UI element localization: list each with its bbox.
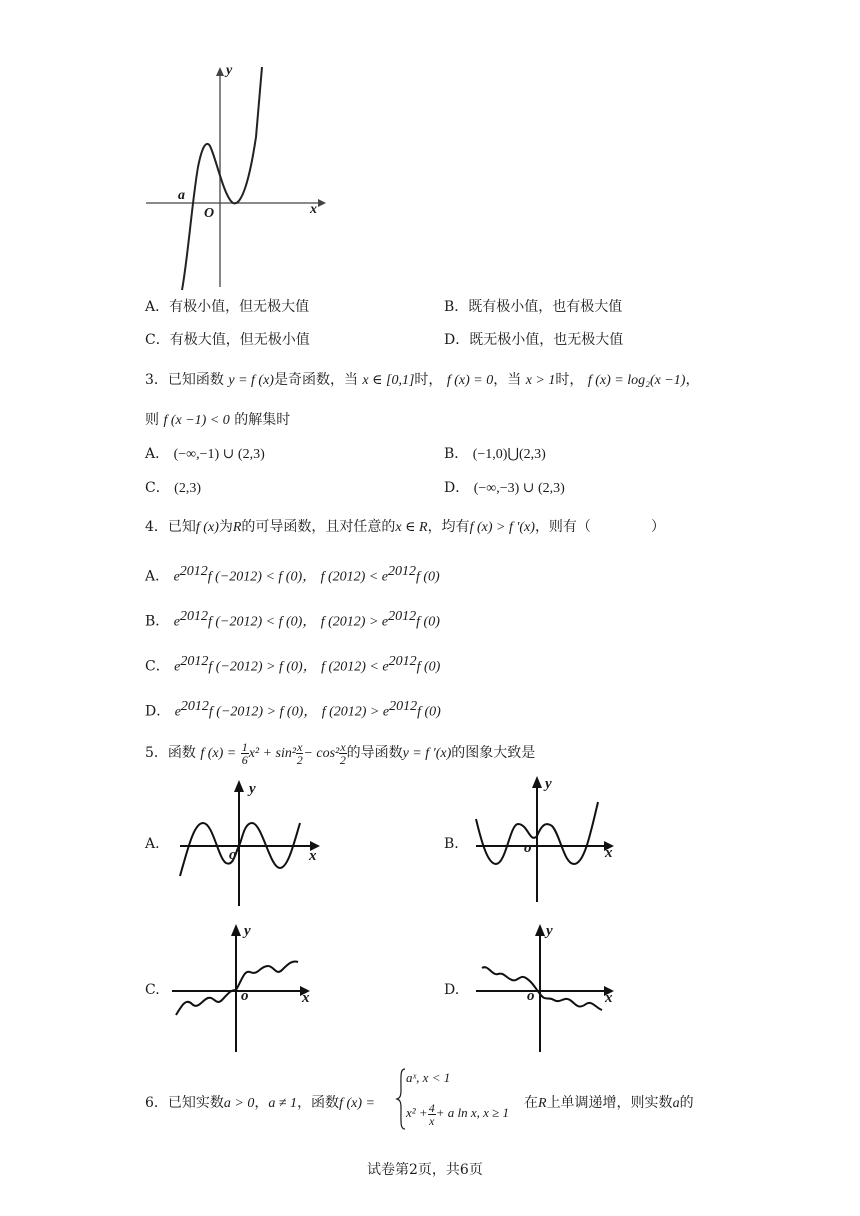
q6-stem-text: 已知实数	[167, 1095, 224, 1111]
q2-option-d[interactable]	[444, 330, 623, 350]
q6-math-a2: a ≠ 1	[268, 1096, 298, 1111]
q6-stem-text: 上单调递增，则实数	[546, 1095, 673, 1111]
q5-d-y-label: y	[546, 923, 553, 939]
option-part1: f (−2012) > f (0)，	[208, 659, 317, 675]
q4-stem-text: 已知	[167, 519, 196, 535]
option-math: (−∞,−3) ∪ (2,3)	[473, 481, 565, 496]
q4-option-d[interactable]	[145, 697, 441, 723]
exp-base: e	[174, 659, 181, 675]
exp-base: e	[174, 704, 181, 720]
q5-math-mid: x² + sin²	[248, 746, 297, 761]
frac-num: x	[297, 739, 303, 754]
frac-num: x	[340, 739, 346, 754]
q5-a-x-label: x	[309, 848, 317, 864]
q5-d-x-label: x	[605, 990, 613, 1006]
exp-power: 2012	[179, 609, 208, 624]
q5-math-mid2: − cos²	[303, 746, 340, 761]
q4-math-f: f (x)	[195, 520, 219, 535]
q5-a-y-label: y	[249, 781, 256, 797]
option-label: D．	[145, 703, 171, 720]
option-text: 有极小值，但无极大值	[169, 299, 310, 315]
q4-option-a[interactable]	[145, 562, 440, 588]
page-footer: 试卷第2页，共6页	[367, 1162, 483, 1178]
q2-x-label: x	[310, 202, 317, 217]
q3-math-cond2: x > 1	[525, 373, 556, 388]
q4-stem-text: 的可导函数，且对任意的	[241, 519, 396, 535]
exp-power: 2012	[388, 609, 417, 624]
q4-stem-text: ）	[650, 519, 665, 535]
q6-math-R: R	[538, 1096, 547, 1111]
q6-stem	[145, 1093, 375, 1114]
option-label: B．	[444, 299, 469, 315]
q3-stem-text: 时，	[414, 372, 443, 388]
q5-stem-text: 的导函数	[346, 745, 403, 761]
option-part2: f (2012) >	[320, 614, 382, 630]
q6-case2-frac	[428, 1102, 436, 1127]
option-label: D．	[444, 480, 470, 496]
q5-b-x-label: x	[605, 845, 613, 861]
q4-math-ineq: f (x) > f ′(x)	[469, 520, 535, 535]
exp-base: e	[381, 614, 389, 630]
q5-graph-d[interactable]	[474, 920, 634, 1055]
exp-base: e	[173, 614, 180, 630]
q3-option-a[interactable]	[145, 444, 265, 465]
q5-stem-text: 的图象大致是	[451, 745, 536, 761]
q6-stem-text: 的	[679, 1095, 694, 1111]
q4-option-b[interactable]	[145, 607, 440, 633]
option-part2: f (2012) <	[320, 569, 382, 585]
q3-math-ineq: f (x −1) < 0	[163, 413, 230, 428]
q5-b-origin-label: o	[524, 840, 532, 856]
option-part3: f (0)	[416, 614, 440, 630]
q3-stem-text: 的解集时	[234, 412, 291, 428]
q4-stem-text: 为	[218, 519, 233, 535]
q3-stem-text: 是奇函数，当	[273, 372, 358, 388]
q5-option-d-label[interactable]: D.	[444, 982, 460, 998]
q2-origin-label: O	[204, 206, 215, 221]
q4-option-c[interactable]	[145, 652, 440, 678]
q6-stem-text: ，	[254, 1095, 269, 1111]
option-part2: f (2012) <	[321, 659, 383, 675]
option-math: (−∞,−1) ∪ (2,3)	[173, 447, 265, 462]
option-label: A．	[145, 568, 170, 585]
option-part1: f (−2012) > f (0)，	[208, 704, 318, 720]
exp-power: 2012	[179, 564, 208, 579]
exp-power: 2012	[389, 699, 418, 714]
q4-stem	[145, 517, 665, 538]
exp-base: e	[382, 704, 390, 720]
q6-math-a3: a	[672, 1096, 680, 1111]
q2-root-label: a	[178, 188, 185, 203]
q5-option-b-label[interactable]: B.	[444, 836, 459, 852]
q5-graph-c[interactable]	[170, 920, 330, 1055]
frac-num: 4	[428, 1100, 435, 1115]
option-text: 既无极小值，也无极大值	[469, 332, 624, 348]
q6-stem-text: 在	[524, 1095, 538, 1111]
q3-option-c[interactable]	[145, 478, 201, 499]
q4-math-R: R	[232, 520, 242, 535]
q2-function-graph	[140, 62, 340, 292]
option-label: C．	[145, 480, 170, 496]
option-part3: f (0)	[417, 704, 441, 720]
q3-math-f: y = f (x)	[228, 373, 274, 388]
q6-case2-post: + a ln x, x ≥ 1	[435, 1105, 510, 1120]
exp-base: e	[381, 569, 388, 585]
q3-math-cond1: x ∈ [0,1]	[362, 373, 415, 388]
q6-stem-tail	[524, 1093, 694, 1114]
q5-c-y-label: y	[244, 923, 251, 939]
option-part3: f (0)	[415, 569, 440, 585]
option-label: D．	[444, 332, 470, 348]
q5-a-origin-label: o	[229, 847, 237, 863]
q5-number: 5．	[145, 745, 168, 761]
q3-stem-text: ，当	[493, 372, 522, 388]
q6-case2-pre: x² +	[406, 1105, 428, 1120]
exp-power: 2012	[180, 654, 209, 669]
exp-base: e	[382, 659, 389, 675]
exp-power: 2012	[387, 564, 416, 579]
q4-number: 4．	[145, 519, 168, 535]
q5-frac-one-sixth	[241, 741, 249, 766]
exp-power: 2012	[180, 699, 209, 714]
q5-c-x-label: x	[302, 990, 310, 1006]
option-label: C．	[145, 332, 170, 348]
option-text: 既有极小值，也有极大值	[468, 299, 623, 315]
q3-stem-line2	[145, 410, 290, 431]
q5-frac-x-half-2	[339, 741, 346, 766]
q5-option-a-label[interactable]: A.	[145, 836, 160, 852]
q2-option-a[interactable]	[145, 297, 309, 317]
q4-stem-text: ，则有（	[534, 519, 591, 535]
q2-option-c[interactable]	[145, 330, 310, 350]
q3-math-val2: f (x) = log₂(x −1)	[587, 373, 686, 388]
option-part1: f (−2012) < f (0)，	[207, 569, 317, 585]
q3-stem-text: 已知函数	[167, 372, 224, 388]
option-math: (2,3)	[174, 481, 201, 496]
option-part1: f (−2012) < f (0)，	[207, 614, 317, 630]
option-label: A．	[145, 446, 170, 462]
q3-stem-text: 时，	[555, 372, 584, 388]
q4-stem-text: ，均有	[427, 519, 470, 535]
q3-option-d[interactable]	[444, 478, 565, 499]
q5-math-deriv: y = f ′(x)	[402, 746, 452, 761]
option-label: C．	[145, 658, 170, 675]
q3-math-val1: f (x) = 0	[446, 373, 494, 388]
q3-stem-line1	[145, 370, 699, 391]
q3-stem-text: 则	[145, 412, 159, 428]
frac-num: 1	[241, 739, 248, 754]
q2-option-b[interactable]	[444, 297, 622, 317]
frac-den: x	[429, 1113, 435, 1128]
q4-math-x: x ∈ R	[395, 520, 428, 535]
q5-graph-b[interactable]	[470, 774, 630, 904]
frac-den: 2	[339, 752, 346, 767]
q3-number: 3．	[145, 372, 168, 388]
frac-den: 6	[241, 752, 248, 767]
q5-b-y-label: y	[545, 776, 552, 792]
option-label: A．	[145, 299, 170, 315]
option-label: B．	[444, 446, 469, 462]
q5-c-origin-label: o	[241, 988, 249, 1004]
q6-number: 6．	[145, 1095, 168, 1111]
q6-case2	[406, 1096, 509, 1130]
q5-stem	[145, 733, 535, 774]
q5-d-origin-label: o	[527, 988, 535, 1004]
option-part2: f (2012) >	[321, 704, 383, 720]
q5-option-c-label[interactable]: C.	[145, 982, 160, 998]
q5-stem-text: 函数	[167, 745, 196, 761]
exp-power: 2012	[388, 654, 417, 669]
q3-option-b[interactable]	[444, 444, 546, 465]
q6-stem-text: ，函数	[297, 1095, 340, 1111]
frac-den: 2	[296, 752, 303, 767]
exp-base: e	[173, 569, 180, 585]
q6-case1: aˣ, x < 1	[406, 1070, 451, 1085]
option-math: (−1,0)⋃(2,3)	[472, 447, 546, 462]
q6-brace	[396, 1068, 406, 1130]
q6-math-a1: a > 0	[223, 1096, 255, 1111]
q3-stem-text: ，	[685, 372, 700, 388]
q5-math-fx: f (x) =	[200, 746, 237, 761]
option-part3: f (0)	[416, 659, 441, 675]
q6-math-fx: f (x) =	[339, 1096, 375, 1111]
option-text: 有极大值，但无极小值	[169, 332, 310, 348]
q2-y-label: y	[226, 63, 233, 78]
option-label: B．	[145, 613, 170, 630]
